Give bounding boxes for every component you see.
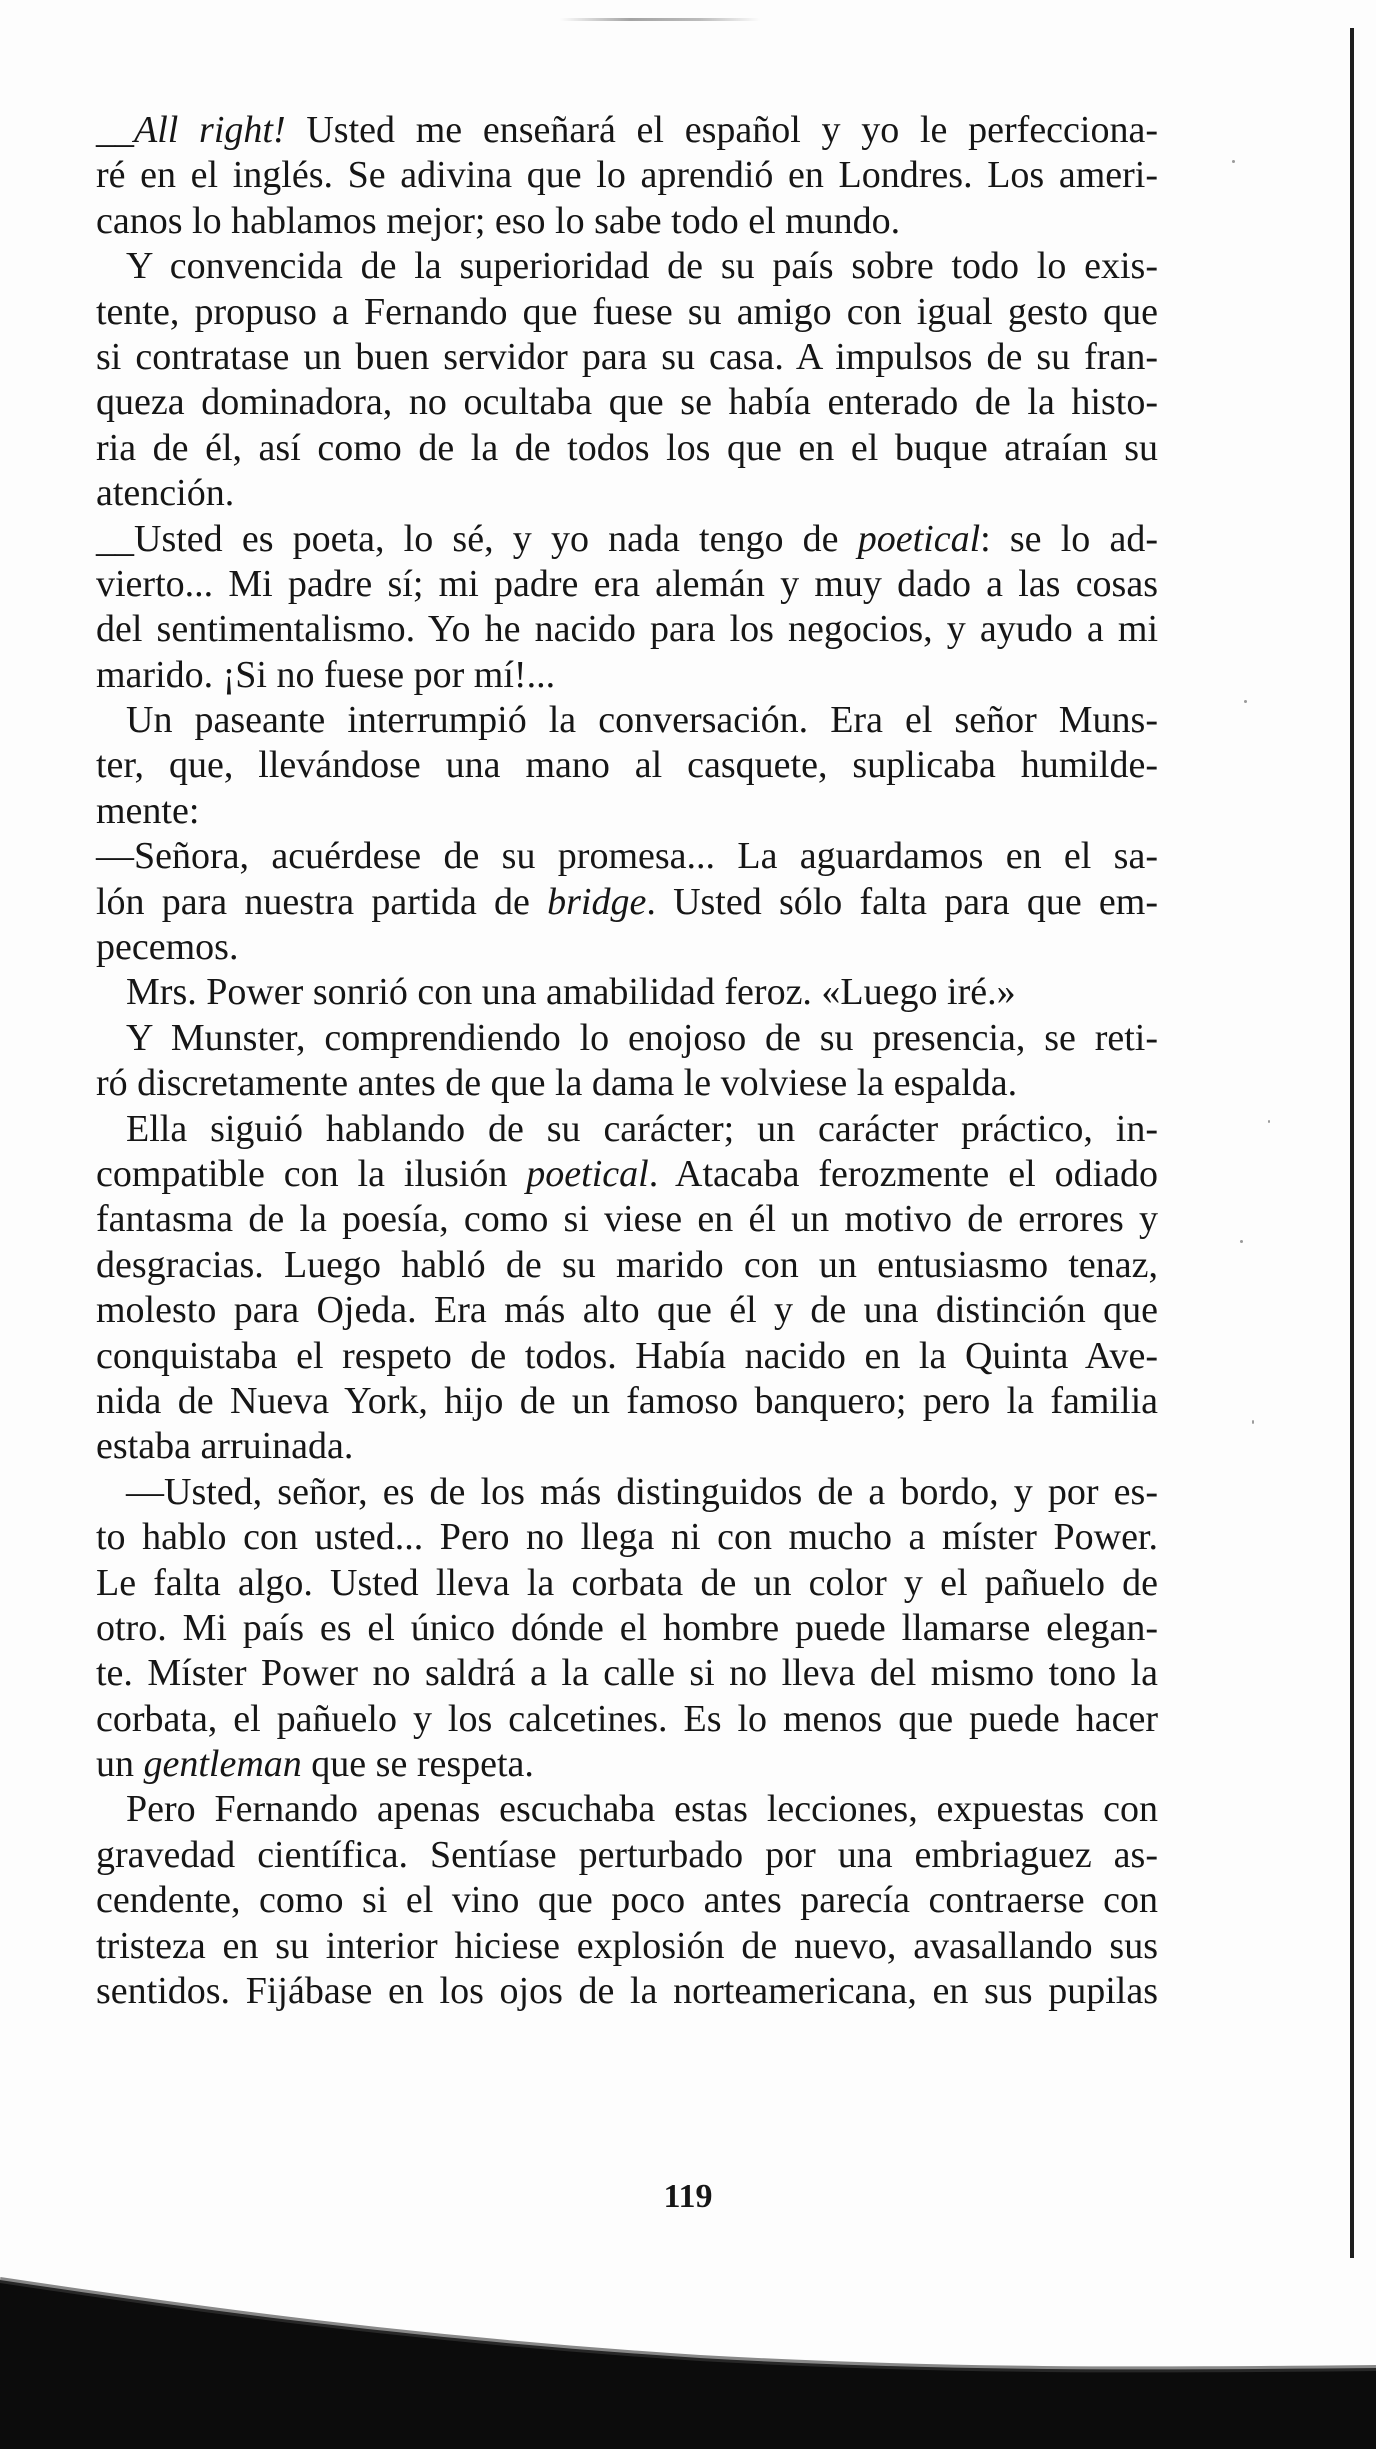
text-line xyxy=(96,244,1158,289)
line-text: ter, que, llevándose una mano al casquete, suplicaba humilde- xyxy=(96,744,1158,787)
text-line xyxy=(96,1878,1158,1923)
line-text: Usted me enseñará el español y yo le perfecciona- xyxy=(285,109,1158,151)
line-text: un xyxy=(96,1743,144,1786)
italic-term: poetical xyxy=(526,1152,649,1195)
italic-term: poetical xyxy=(857,517,981,560)
text-line xyxy=(96,153,1158,198)
text-line xyxy=(96,1016,1158,1061)
line-text: : se lo ad- xyxy=(980,517,1158,560)
text-line xyxy=(96,1061,1158,1106)
text-line xyxy=(96,335,1158,380)
line-text: —Usted, señor, es de los más distinguidos de a bordo, y por es- xyxy=(126,1470,1158,1513)
line-text: —Señora, acuérdese de su promesa... La aguardamos en el sa- xyxy=(96,835,1158,878)
text-line xyxy=(96,1470,1158,1515)
line-text: tristeza en su interior hiciese explosión de nuevo, avasallando sus xyxy=(96,1924,1158,1967)
text-line xyxy=(96,1697,1158,1742)
line-text: te. Míster Power no saldrá a la calle si no lleva del mismo tono la xyxy=(96,1652,1158,1695)
scan-speck xyxy=(1232,160,1235,163)
text-line xyxy=(96,1107,1158,1152)
text-line xyxy=(96,743,1158,788)
italic-term: All right! xyxy=(134,109,286,151)
text-line xyxy=(96,1243,1158,1288)
line-text: pecemos. xyxy=(96,926,239,969)
text-line xyxy=(96,426,1158,471)
line-text: __Usted es poeta, lo sé, y yo nada tengo de xyxy=(96,517,858,560)
text-line xyxy=(96,1969,1158,2014)
line-text: tente, propuso a Fernando que fuese su amigo con igual gesto que xyxy=(96,290,1158,333)
line-text: queza dominadora, no ocultaba que se había enterado de la histo- xyxy=(96,381,1158,424)
text-line xyxy=(96,380,1158,425)
line-text: Le falta algo. Usted lleva la corbata de un color y el pañuelo de xyxy=(96,1561,1158,1604)
line-text: compatible con la ilusión xyxy=(96,1152,527,1195)
text-line xyxy=(96,970,1158,1015)
line-text: otro. Mi país es el único dónde el hombre puede llamarse elegan- xyxy=(96,1606,1158,1649)
text-line xyxy=(96,1742,1158,1787)
text-line xyxy=(96,1152,1158,1197)
line-text: ria de él, así como de la de todos los que en el buque atraían su xyxy=(96,426,1158,469)
line-text: cendente, como si el vino que poco antes parecía contraerse con xyxy=(96,1879,1158,1922)
text-line xyxy=(96,1787,1158,1832)
page-number: 119 xyxy=(663,2178,713,2215)
line-text: . Usted sólo falta para que em- xyxy=(646,880,1158,923)
line-text: corbata, el pañuelo y los calcetines. Es lo menos que puede hacer xyxy=(96,1697,1158,1740)
line-text: que se respeta. xyxy=(301,1743,534,1786)
text-line xyxy=(96,1288,1158,1333)
line-text: vierto... Mi padre sí; mi padre era alemán y muy dado a las cosas xyxy=(96,562,1158,605)
line-text: canos lo hablamos mejor; eso lo sabe todo el mundo. xyxy=(96,199,901,242)
text-line xyxy=(96,834,1158,879)
line-text: marido. ¡Si no fuese por mí!... xyxy=(96,653,556,696)
text-line xyxy=(96,108,1158,153)
italic-term: bridge xyxy=(547,880,647,923)
line-text: . Atacaba ferozmente el odiado xyxy=(648,1152,1158,1195)
line-text: sentidos. Fijábase en los ojos de la norteamericana, en sus pupilas xyxy=(96,1970,1158,2013)
text-line xyxy=(96,1379,1158,1424)
line-text: ré en el inglés. Se adivina que lo aprendió en Londres. Los ameri- xyxy=(96,154,1158,197)
text-line xyxy=(96,1924,1158,1969)
text-line xyxy=(96,1334,1158,1379)
line-text: desgracias. Luego habló de su marido con un entusiasmo tenaz, xyxy=(96,1243,1158,1286)
line-text: Ella siguió hablando de su carácter; un carácter práctico, in- xyxy=(126,1107,1158,1150)
text-line xyxy=(96,1197,1158,1242)
text-line xyxy=(96,653,1158,698)
line-text: Un paseante interrumpió la conversación. Era el señor Muns- xyxy=(126,699,1158,742)
line-text: __ xyxy=(96,109,134,151)
line-text: Pero Fernando apenas escuchaba estas lecciones, expuestas con xyxy=(126,1788,1158,1831)
text-line xyxy=(96,1833,1158,1878)
text-line xyxy=(96,1606,1158,1651)
text-line xyxy=(96,789,1158,834)
line-text: to hablo con usted... Pero no llega ni con mucho a míster Power. xyxy=(96,1516,1158,1559)
scan-speck xyxy=(1244,700,1247,703)
line-text: nida de Nueva York, hijo de un famoso banquero; pero la familia xyxy=(96,1379,1158,1422)
line-text: lón para nuestra partida de xyxy=(96,880,548,923)
line-text: conquistaba el respeto de todos. Había nacido en la Quinta Ave- xyxy=(96,1334,1158,1377)
text-line xyxy=(96,471,1158,516)
line-text: mente: xyxy=(96,789,200,832)
text-line xyxy=(96,517,1158,562)
text-line xyxy=(96,1651,1158,1696)
text-line xyxy=(96,562,1158,607)
text-line xyxy=(96,1561,1158,1606)
text-line xyxy=(96,880,1158,925)
line-text: Y Munster, comprendiendo lo enojoso de su presencia, se reti- xyxy=(126,1016,1158,1059)
scan-speck xyxy=(1240,1240,1243,1243)
text-line xyxy=(96,1424,1158,1469)
line-text: molesto para Ojeda. Era más alto que él y de una distinción que xyxy=(96,1289,1158,1332)
text-line xyxy=(96,1515,1158,1560)
line-text: Y convencida de la superioridad de su país sobre todo lo exis- xyxy=(126,245,1158,288)
scan-speck xyxy=(1268,1120,1270,1123)
line-text: del sentimentalismo. Yo he nacido para los negocios, y ayudo a mi xyxy=(96,608,1158,651)
scan-speck xyxy=(1252,1420,1254,1424)
line-text: Mrs. Power sonrió con una amabilidad feroz. «Luego iré.» xyxy=(126,971,1016,1014)
page-edge-shadow xyxy=(1350,28,1354,2258)
italic-term: gentleman xyxy=(143,1743,302,1786)
line-text: atención. xyxy=(96,472,235,515)
text-line xyxy=(96,290,1158,335)
body-text xyxy=(96,108,1158,2014)
line-text: estaba arruinada. xyxy=(96,1425,354,1468)
text-line xyxy=(96,607,1158,652)
line-text: ró discretamente antes de que la dama le volviese la espalda. xyxy=(96,1062,1018,1105)
line-text: gravedad científica. Sentíase perturbado por una embriaguez as- xyxy=(96,1833,1158,1876)
scan-smudge xyxy=(560,18,760,21)
text-line xyxy=(96,698,1158,743)
text-line xyxy=(96,199,1158,244)
line-text: fantasma de la poesía, como si viese en él un motivo de errores y xyxy=(96,1198,1158,1241)
text-line xyxy=(96,925,1158,970)
line-text: si contratase un buen servidor para su casa. A impulsos de su fran- xyxy=(96,335,1158,378)
scan-bottom-shadow xyxy=(0,2240,1376,2449)
